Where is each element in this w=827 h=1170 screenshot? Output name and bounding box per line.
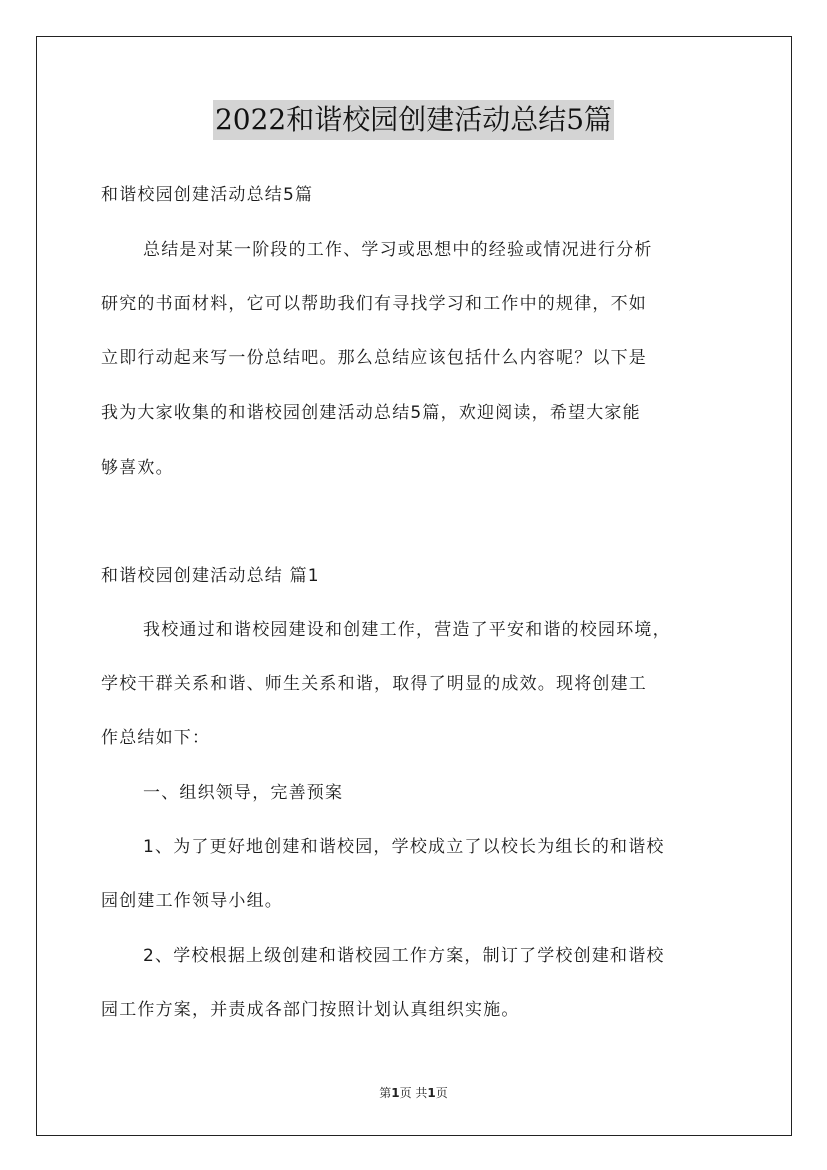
intro-line: 够喜欢。	[101, 458, 174, 478]
page-prefix: 第	[379, 1086, 392, 1100]
item-line: 2、学校根据上级创建和谐校园工作方案，制订了学校创建和谐校	[143, 946, 665, 966]
section-line: 我校通过和谐校园建设和创建工作，营造了平安和谐的校园环境，	[143, 620, 671, 640]
section-line: 作总结如下：	[101, 728, 211, 748]
intro-line: 总结是对某一阶段的工作、学习或思想中的经验或情况进行分析	[143, 240, 653, 260]
document-subtitle: 和谐校园创建活动总结5篇	[101, 185, 314, 205]
item-line: 园创建工作领导小组。	[101, 891, 283, 911]
page-total: 1	[427, 1086, 436, 1100]
section-line: 学校干群关系和谐、师生关系和谐，取得了明显的成效。现将创建工	[101, 674, 647, 694]
page-suffix: 页	[435, 1086, 448, 1100]
item-line: 园工作方案，并责成各部门按照计划认真组织实施。	[101, 1000, 520, 1020]
item-line: 1、为了更好地创建和谐校园，学校成立了以校长为组长的和谐校	[143, 837, 665, 857]
document-title: 2022和谐校园创建活动总结5篇	[213, 100, 614, 140]
section-heading: 和谐校园创建活动总结 篇1	[101, 566, 320, 586]
page-footer	[0, 1084, 827, 1101]
intro-line: 我为大家收集的和谐校园创建活动总结5篇，欢迎阅读，希望大家能	[101, 403, 641, 423]
intro-line: 立即行动起来写一份总结吧。那么总结应该包括什么内容呢？以下是	[101, 348, 647, 368]
document-body	[101, 0, 733, 1060]
intro-line: 研究的书面材料，它可以帮助我们有寻找学习和工作中的规律，不如	[101, 294, 647, 314]
page-mid: 页 共	[399, 1086, 428, 1100]
sub-heading: 一、组织领导，完善预案	[143, 783, 344, 803]
page-current: 1	[391, 1086, 400, 1100]
